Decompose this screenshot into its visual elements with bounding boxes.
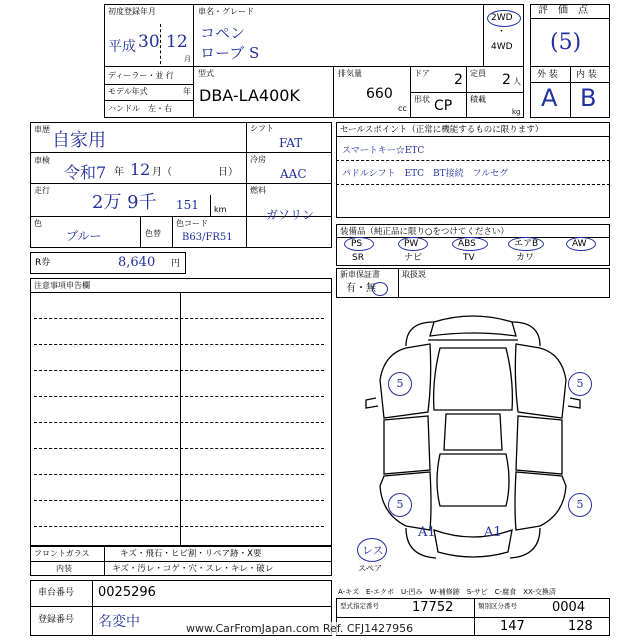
- warranty-none-circle: [372, 282, 388, 296]
- inspection-day-unit: 日）: [218, 167, 238, 178]
- scratch-mark-rear-left: A1: [418, 525, 436, 540]
- shape-value: CP: [434, 98, 453, 114]
- dent-mark-rear-right: 5: [568, 493, 592, 517]
- color-change-label: 色替: [145, 229, 161, 238]
- int-grade: B: [580, 84, 597, 112]
- warranty-label: 新車保証書: [340, 270, 380, 279]
- width-value: 147: [500, 619, 525, 634]
- displacement-label: 排気量: [338, 69, 362, 78]
- interior-label: 内装: [56, 564, 72, 573]
- color-code-value: B63/FR51: [182, 232, 233, 243]
- equip-navi: ナビ: [404, 253, 423, 263]
- reg-label: 登録番号: [38, 615, 75, 625]
- shape-label: 形状: [414, 95, 430, 104]
- dent-mark-rear-left: 5: [388, 493, 412, 517]
- recycle-label: R券: [35, 258, 51, 268]
- class-value: 0004: [552, 600, 586, 615]
- cc-unit: cc: [398, 104, 407, 113]
- handle-label: ハンドル 左・右: [108, 104, 172, 113]
- watermark: www.CarFromJapan.com Ref. CFJ1427956: [186, 622, 414, 635]
- year-label: 年: [183, 87, 191, 96]
- sales-points-title: セールスポイント（正常に機能するものに限ります）: [340, 125, 544, 135]
- equip-aw: AW: [572, 239, 587, 249]
- reg-value: 名変中: [98, 614, 140, 630]
- fuel-label: 燃料: [250, 186, 266, 195]
- damage-legend: A-キズ E-エクボ U-凹み W-補修跡 S-サビ C-腐食 XX-交換済: [338, 588, 556, 596]
- door-label: ドア: [414, 69, 430, 78]
- height-value: 128: [568, 619, 593, 634]
- dent-mark-front-left: 5: [388, 372, 412, 396]
- drive-dot: ・: [497, 27, 507, 37]
- first-reg-era: 平成: [108, 39, 136, 55]
- drive-2wd: 2WD: [491, 13, 513, 23]
- mileage-unit: km: [214, 205, 227, 214]
- capacity-unit: 人: [513, 77, 521, 86]
- spare-label: レス: [362, 544, 384, 557]
- score-label: 評 価 点: [538, 5, 588, 16]
- recycle-box: [30, 252, 186, 274]
- capacity-label: 定員: [470, 69, 486, 78]
- color-value: ブルー: [66, 229, 102, 243]
- shift-value: FAT: [279, 136, 303, 150]
- type-label: 型式: [198, 69, 214, 78]
- ext-grade: A: [541, 84, 558, 112]
- warranty-value: 有・無: [346, 283, 376, 294]
- equip-pw: PW: [404, 239, 419, 249]
- recycle-value: 8,640: [118, 255, 156, 270]
- equip-ps: PS: [351, 239, 363, 249]
- sales-point-line-2: パドルシフト ETC BT接続 フルセグ: [342, 169, 509, 179]
- type-spec-label: 型式指定番号: [340, 602, 379, 610]
- front-glass-text: キズ・飛石・ヒビ割・リペア跡・X要: [120, 549, 262, 559]
- inspection-year-unit: 年: [114, 167, 124, 178]
- drive-4wd: 4WD: [491, 42, 513, 52]
- door-value: 2: [454, 72, 463, 88]
- equip-airbag: エアB: [514, 239, 539, 249]
- chassis-value: 0025296: [98, 585, 156, 600]
- interior-text: キズ・汚レ・コゲ・穴・スレ・キレ・破レ: [112, 564, 274, 574]
- spare-text: スペア: [358, 564, 382, 573]
- car-name: コペン: [200, 24, 246, 42]
- load-label: 積載: [470, 95, 486, 104]
- inspection-era: 令和7: [64, 163, 107, 182]
- notes-title: 注意事項申告欄: [34, 281, 90, 290]
- int-label: 内 装: [576, 70, 597, 80]
- first-reg-year: 30: [138, 32, 160, 52]
- ac-label: 冷房: [250, 155, 266, 164]
- chassis-label: 車台番号: [38, 588, 75, 598]
- displacement-value: 660: [366, 86, 393, 102]
- sales-point-line-1: スマートキー☆ETC: [342, 146, 425, 156]
- capacity-value: 2: [502, 72, 511, 88]
- dent-mark-front-right: 5: [568, 372, 592, 396]
- type-spec-value: 17752: [412, 600, 454, 615]
- inspection-month-unit: 月（: [152, 167, 172, 178]
- mileage-value: 2万 9千: [92, 192, 157, 213]
- first-reg-label: 初度登録年月: [108, 7, 156, 16]
- car-name-label: 車名・グレード: [198, 7, 254, 16]
- ac-value: AAC: [280, 167, 307, 181]
- model-year-label: モデル年式: [108, 87, 148, 96]
- color-label: 色: [34, 219, 42, 228]
- mileage-label: 走行: [34, 186, 50, 195]
- type-value: DBA-LA400K: [199, 86, 300, 105]
- equip-sr: SR: [352, 253, 364, 263]
- class-label: 類別区分番号: [478, 602, 517, 610]
- equipment-title: 装備品（純正品に限り○をつけてください）: [340, 227, 509, 237]
- load-unit: kg: [512, 108, 521, 116]
- mileage-sub: 151: [176, 198, 199, 212]
- shift-label: シフト: [250, 124, 274, 133]
- manual-label: 取扱説: [402, 270, 426, 279]
- ext-label: 外 装: [537, 70, 558, 80]
- usage-label: 車歴: [34, 125, 50, 134]
- equip-abs: ABS: [458, 239, 476, 249]
- usage-value: 自家用: [52, 130, 106, 151]
- color-code-label: 色コード: [176, 219, 208, 228]
- equip-tv: TV: [463, 253, 475, 263]
- grade: ローブ S: [200, 44, 260, 62]
- scratch-mark-rear-center: A1: [484, 525, 502, 540]
- equip-leather: カワ: [516, 253, 535, 263]
- dealer-label: ディーラー・並 行: [108, 71, 174, 80]
- front-glass-label: フロントガラス: [34, 549, 90, 558]
- inspection-label: 車検: [34, 156, 50, 165]
- inspection-month: 12: [130, 160, 151, 179]
- fuel-value: ガソリン: [266, 208, 315, 222]
- month-suffix: 月: [184, 55, 191, 63]
- recycle-unit: 円: [171, 259, 181, 269]
- first-reg-month: 12: [166, 32, 188, 52]
- score-value: (5): [550, 30, 582, 55]
